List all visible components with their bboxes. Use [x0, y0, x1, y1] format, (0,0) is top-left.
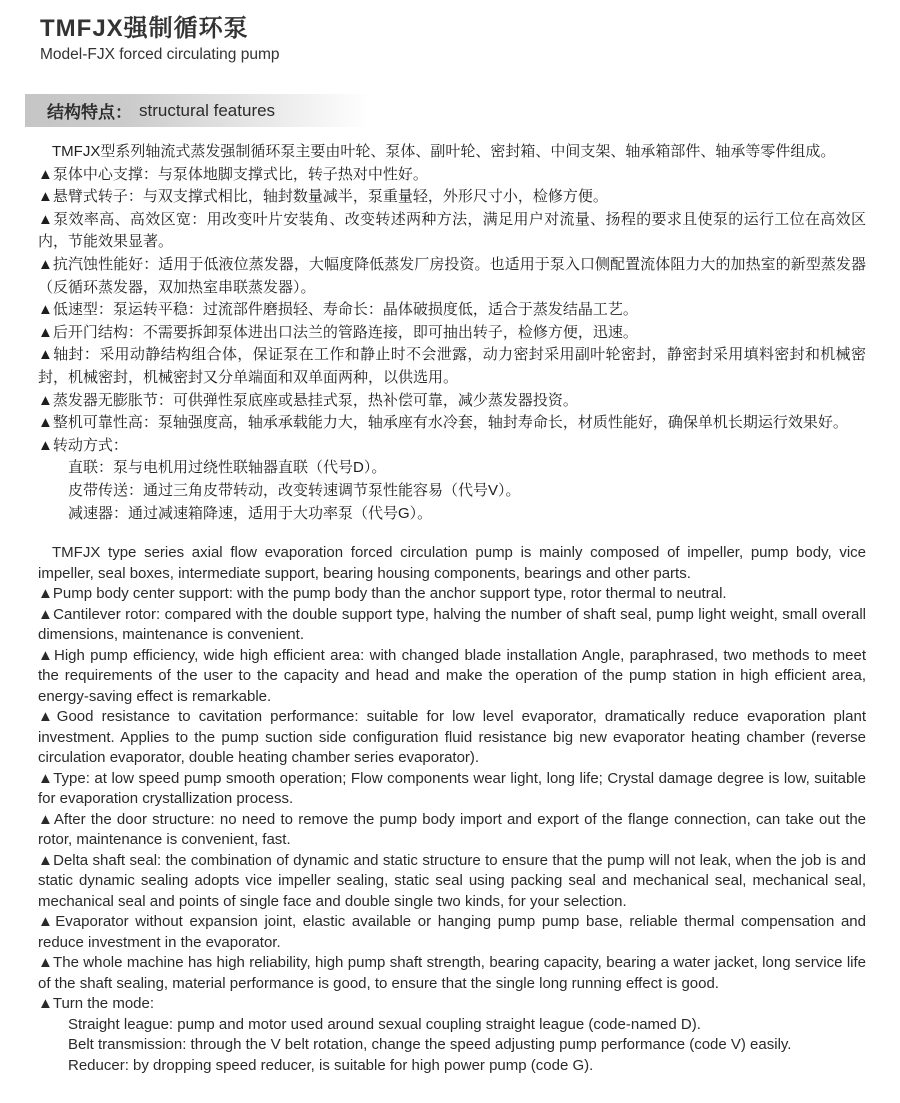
- feature-item-cn: ▲转动方式：: [38, 436, 128, 454]
- feature-item-cn: ▲泵效率高、高效区宽：用改变叶片安装角、改变转述两种方法，满足用户对流量、扬程的要求且使泵的运行工位在高效区内，节能效果显著。: [38, 210, 866, 251]
- section-title-en: structural features: [139, 100, 276, 120]
- intro-paragraph-en: TMFJX type series axial flow evaporation forced circulation pump is mainly composed of impeller, pump body, vice impeller, seal boxes, intermediate support, bearing housing components, bearings and other parts.: [38, 544, 866, 582]
- features-chinese-block: [38, 141, 866, 525]
- section-title-cn: 结构特点：: [47, 103, 132, 122]
- feature-item-cn: ▲悬臂式转子：与双支撑式相比，轴封数量减半，泵重量轻，外形尺寸小，检修方便。: [38, 188, 608, 206]
- page-subtitle: Model-FJX forced circulating pump: [40, 46, 280, 63]
- feature-item-en: ▲Turn the mode:: [38, 995, 155, 1012]
- feature-item-en: ▲Type: at low speed pump smooth operation; Flow components wear light, long life; Crystal damage degree is low, suitable for evaporation crystallization process.: [38, 769, 866, 807]
- feature-item-cn: ▲整机可靠性高：泵轴强度高，轴承承载能力大，轴承座有水冷套，轴封寿命长，材质性能好，确保单机长期运行效果好。: [38, 414, 848, 432]
- feature-item-en: ▲High pump efficiency, wide high efficient area: with changed blade installation Angle, paraphrased, two methods to meet the requirements of the user to the capacity and head and make the operation of the pump station in high efficient area, energy-saving effect is remarkable.: [38, 646, 866, 705]
- feature-item-en: ▲The whole machine has high reliability, high pump shaft strength, bearing capacity, bearing a water jacket, long service life of the shaft sealing, material performance is good, to ensure that the single long running effect is good.: [38, 954, 866, 992]
- drive-mode-cn: 直联：泵与电机用过绕性联轴器直联（代号D）。: [68, 459, 387, 477]
- drive-mode-cn: 减速器：通过减速箱降速，适用于大功率泵（代号G）。: [68, 504, 433, 522]
- feature-item-en: ▲After the door structure: no need to remove the pump body import and export of the flange connection, can take out the rotor, maintenance is convenient, fast.: [38, 810, 866, 848]
- feature-item-cn: ▲轴封：采用动静结构组合体，保证泵在工作和静止时不会泄露，动力密封采用副叶轮密封，静密封采用填料密封和机械密封，机械密封，机械密封又分单端面和双单面两种，以供选用。: [38, 346, 866, 386]
- feature-item-cn: ▲蒸发器无膨胀节：可供弹性泵底座或悬挂式泵，热补偿可靠，减少蒸发器投资。: [38, 391, 578, 409]
- page-title: TMFJX强制循环泵: [40, 15, 249, 42]
- feature-item-en: ▲Cantilever rotor: compared with the double support type, halving the number of shaft seal, pump light weight, small overall dimensions, maintenance is convenient.: [38, 605, 866, 643]
- drive-mode-cn: 皮带传送：通过三角皮带转动，改变转速调节泵性能容易（代号V）。: [68, 481, 521, 499]
- feature-item-cn: ▲低速型：泵运转平稳：过流部件磨损轻、寿命长：晶体破损度低，适合于蒸发结晶工艺。: [38, 301, 638, 319]
- features-english-block: [38, 543, 866, 1076]
- feature-item-en: ▲Pump body center support: with the pump body than the anchor support type, rotor thermal to neutral.: [38, 585, 727, 602]
- intro-paragraph-cn: TMFJX型系列轴流式蒸发强制循环泵主要由叶轮、泵体、副叶轮、密封箱、中间支架、轴承箱部件、轴承等零件组成。: [52, 143, 836, 160]
- drive-mode-en: Belt transmission: through the V belt rotation, change the speed adjusting pump performance (code V) easily.: [68, 1036, 792, 1053]
- feature-item-en: ▲Good resistance to cavitation performance: suitable for low level evaporator, dramatically reduce evaporation plant investment. Applies to the pump suction side configuration fluid resistance big new evaporator heating chamber (reverse circulation evaporator, double heating chamber series evaporator).: [38, 708, 866, 766]
- drive-mode-en: Reducer: by dropping speed reducer, is suitable for high power pump (code G).: [68, 1056, 594, 1074]
- doc-header: [40, 8, 280, 64]
- feature-item-cn: ▲后开门结构：不需要拆卸泵体进出口法兰的管路连接，即可抽出转子，检修方便，迅速。: [38, 323, 638, 341]
- feature-item-cn: ▲泵体中心支撑：与泵体地脚支撑式比，转子热对中性好。: [38, 165, 428, 183]
- feature-item-cn: ▲抗汽蚀性能好：适用于低液位蒸发器，大幅度降低蒸发厂房投资。也适用于泵入口侧配置流体阻力大的加热室的新型蒸发器（反循环蒸发器，双加热室串联蒸发器）。: [38, 255, 866, 296]
- feature-item-en: ▲Evaporator without expansion joint, elastic available or hanging pump pump base, reliable thermal compensation and reduce investment in the evaporator.: [38, 913, 866, 951]
- drive-mode-en: Straight league: pump and motor used around sexual coupling straight league (code-named D).: [68, 1015, 701, 1033]
- feature-item-en: ▲Delta shaft seal: the combination of dynamic and static structure to ensure that the pump will not leak, when the job is and static dynamic sealing adopts vice impeller sealing, static seal using packing seal and mechanical seal, mechanical seal, mechanical seal and points of single face and double single two kinds, for your selection.: [38, 851, 866, 910]
- section-header-bar: [25, 94, 370, 127]
